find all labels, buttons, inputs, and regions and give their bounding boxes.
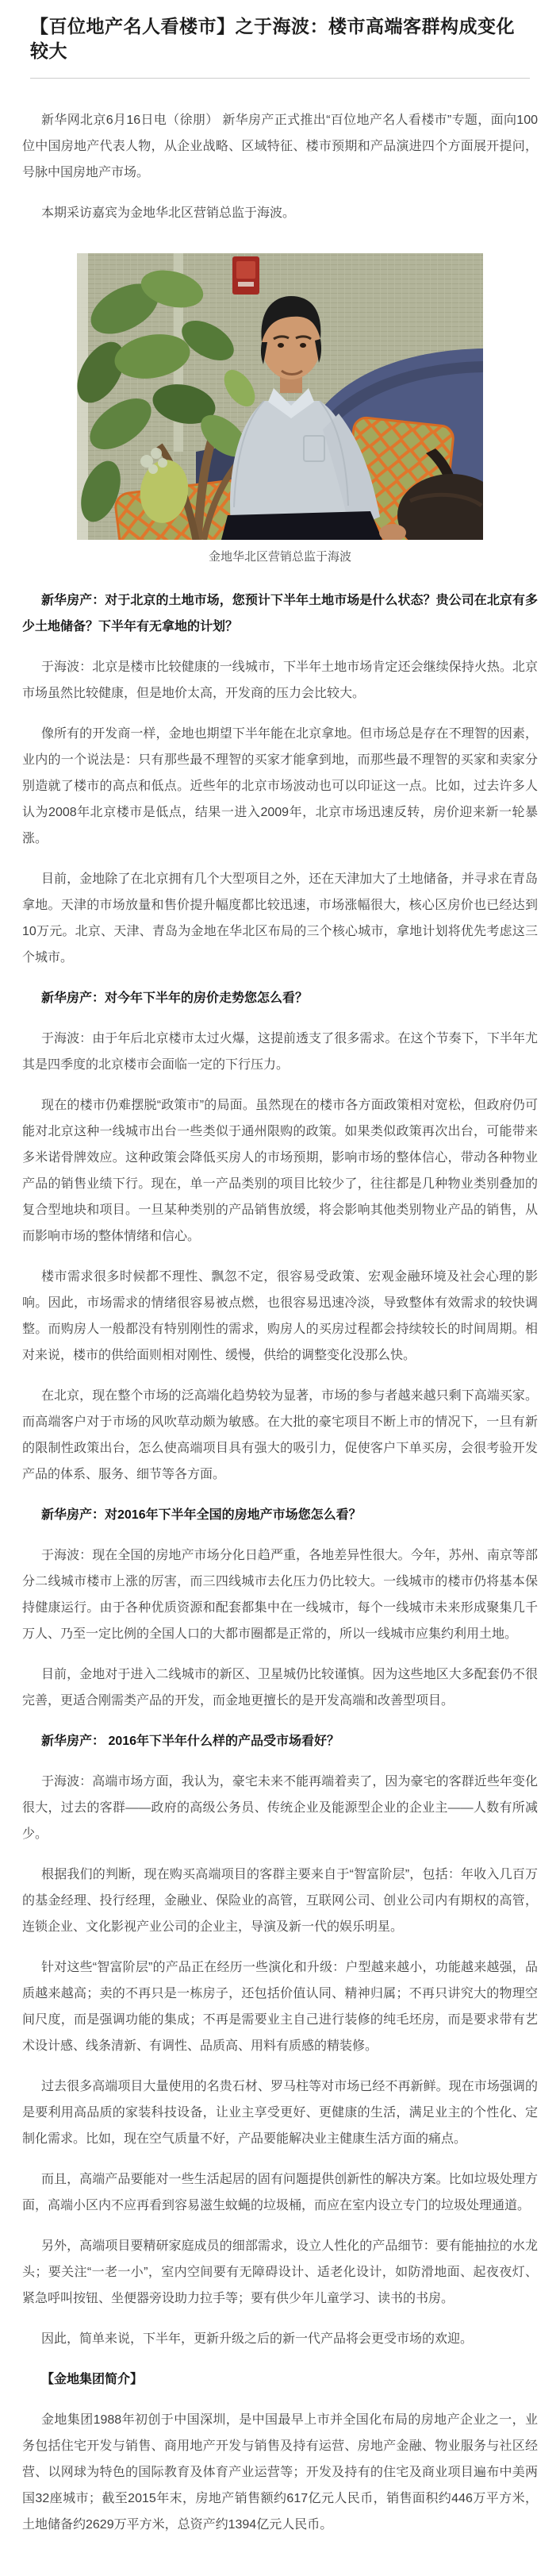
article-paragraph: 本期采访嘉宾为金地华北区营销总监于海波。 bbox=[41, 206, 296, 221]
article-header bbox=[0, 0, 560, 79]
fire-alarm bbox=[232, 256, 259, 295]
article-paragraph: 过去很多高端项目大量使用的名贵石材、罗马柱等对市场已经不再新鲜。现在市场强调的是要利用高品质的家装科技设备，让业主享受更好、更健康的生活，满足业主的个性化、定制化需求。比如，现在空气质量不好，产品要能解决业主健康生活方面的痛点。 bbox=[22, 2080, 538, 2147]
article-paragraph: 于海波：北京是楼市比较健康的一线城市，下半年土地市场肯定还会继续保持火热。北京市场虽然比较健康，但是地价太高，开发商的压力会比较大。 bbox=[22, 660, 538, 701]
interviewee-photo-illustration bbox=[77, 253, 483, 540]
interviewee-photo bbox=[77, 253, 483, 540]
photo-caption: 金地华北区营销总监于海波 bbox=[208, 550, 351, 564]
article-paragraph: 新华网北京6月16日电（徐朋） 新华房产正式推出“百位地产名人看楼市”专题，面向100位中国房地产代表人物，从企业战略、区域特征、楼市预期和产品演进四个方面展开提问，号脉中国房地产市场。 bbox=[22, 114, 538, 180]
title-divider bbox=[30, 78, 530, 79]
article-paragraph: 金地集团1988年初创于中国深圳，是中国最早上市并全国化布局的房地产企业之一，业务包括住宅开发与销售、商用地产开发与销售及持有运营、房地产金融、物业服务与社区经营、以网球为特色的国际教育及体育产业运营等；开发及持有的住宅及商业项目遍布中美两国32座城市；截至2015年末，房地产销售额约617亿元人民币，销售面积约446万平方米，土地储备约2629万平方米，总资产约1394亿元人民币。 bbox=[22, 2413, 538, 2532]
interview-question: 新华房产：对于北京的土地市场，您预计下半年土地市场是什么状态？贵公司在北京有多少土地储备？下半年有无拿地的计划？ bbox=[22, 594, 538, 634]
article-paragraph: 于海波：由于年后北京楼市太过火爆，这提前透支了很多需求。在这个节奏下，下半年尤其是四季度的北京楼市会面临一定的下行压力。 bbox=[22, 1032, 538, 1072]
article-paragraph: 于海波：高端市场方面，我认为，豪宅未来不能再端着卖了，因为豪宅的客群近些年变化很大，过去的客群——政府的高级公务员、传统企业及能源型企业的企业主——人数有所减少。 bbox=[22, 1775, 538, 1842]
article-paragraph: 因此，简单来说，下半年，更新升级之后的新一代产品将会更受市场的欢迎。 bbox=[41, 2332, 474, 2347]
article-paragraph: 另外，高端项目要精研家庭成员的细部需求，设立人性化的产品细节：要有能抽拉的水龙头；要关注“一老一小”，室内空间要有无障碍设计、适老化设计，如防滑地面、起夜夜灯、紧急呼叫按钮、坐便器旁设助力拉手等；要有供少年儿童学习、读书的书房。 bbox=[22, 2239, 538, 2306]
article-paragraph: 于海波：现在全国的房地产市场分化日趋严重，各地差异性很大。今年，苏州、南京等部分二线城市楼市上涨的厉害，而三四线城市去化压力仍比较大。一线城市的楼市仍将基本保持健康运行。由于各种优质资源和配套都集中在一线城市，每个一线城市未来形成聚集几千万人、乃至一定比例的全国人口的大都市圈都是正常的，所以一线城市应集约利用土地。 bbox=[22, 1549, 538, 1642]
article-paragraph: 目前，金地除了在北京拥有几个大型项目之外，还在天津加大了土地储备，并寻求在青岛拿地。天津的市场放量和售价提升幅度都比较迅速，市场涨幅很大，核心区房价也已经达到10万元。北京、天津、青岛为金地在华北区布局的三个核心城市，拿地计划将优先考虑这三个城市。 bbox=[22, 872, 538, 965]
page-title: 【百位地产名人看楼市】之于海波：楼市高端客群构成变化较大 bbox=[30, 17, 515, 62]
article-paragraph: 而且，高端产品要能对一些生活起居的固有问题提供创新性的解决方案。比如垃圾处理方面，高端小区内不应再看到容易滋生蚊蝇的垃圾桶，而应在室内设立专门的垃圾处理通道。 bbox=[22, 2173, 538, 2213]
article-paragraph: 针对这些“智富阶层”的产品正在经历一些演化和升级：户型越来越小，功能越来越强，品质越来越高；卖的不再只是一栋房子，还包括价值认同、精神归属；不再只讲究大的物理空间尺度，而是强调功能的集成；不再是需要业主自己进行装修的纯毛坯房，而是要求带有艺术设计感、线条清新、有调性、品质高、用料有质感的精装修。 bbox=[22, 1961, 538, 2054]
interview-question: 新华房产：对今年下半年的房价走势您怎么看？ bbox=[41, 992, 309, 1006]
article-paragraph: 现在的楼市仍难摆脱“政策市”的局面。虽然现在的楼市各方面政策相对宽松，但政府仍可能对北京这种一线城市出台一些类似于通州限购的政策。如果类似政策再次出台，可能带来多米诺骨牌效应。这种政策会降低买房人的市场预期，影响市场的整体信心，带动各种物业产品的销售业绩下行。现在，单一产品类别的项目比较少了，往往都是几种物业类别叠加的复合型地块和项目。一旦某种类别的产品销售放缓，将会影响其他类别物业产品的销售，从而影响市场的整体情绪和信心。 bbox=[22, 1099, 538, 1244]
article-body bbox=[0, 85, 560, 2576]
article-paragraph: 在北京，现在整个市场的泛高端化趋势较为显著，市场的参与者越来越只剩下高端买家。而高端客户对于市场的风吹草动颇为敏感。在大批的豪宅项目不断上市的情况下，一旦有新的限制性政策出台，怎么使高端项目具有强大的吸引力，促使客户下单买房，会很考验开发产品的体系、服务、细节等各方面。 bbox=[22, 1389, 538, 1482]
interview-question: 新华房产： 2016年下半年什么样的产品受市场看好？ bbox=[41, 1735, 340, 1749]
article-paragraph: 楼市需求很多时候都不理性、飘忽不定，很容易受政策、宏观金融环境及社会心理的影响。因此，市场需求的情绪很容易被点燃，也很容易迅速冷淡，导致整体有效需求的较快调整。而购房人一般都没有特别刚性的需求，购房人的买房过程都会持续较长的时间周期。相对来说，楼市的供给面则相对刚性、缓慢，供给的调整变化没那么快。 bbox=[22, 1270, 538, 1363]
section-heading: 【金地集团简介】 bbox=[41, 2373, 144, 2387]
article-paragraph: 根据我们的判断，现在购买高端项目的客群主要来自于“智富阶层”，包括：年收入几百万的基金经理、投行经理，金融业、保险业的高管，互联网公司、创业公司内有期权的高管，连锁企业、文化影视产业公司的企业主，导演及新一代的娱乐明星。 bbox=[22, 1868, 538, 1935]
article-paragraph: 目前，金地对于进入二线城市的新区、卫星城仍比较谨慎。因为这些地区大多配套仍不很完善，更适合刚需类产品的开发，而金地更擅长的是开发高端和改善型项目。 bbox=[22, 1668, 538, 1708]
interview-question: 新华房产：对2016年下半年全国的房地产市场您怎么看？ bbox=[41, 1508, 362, 1523]
article-paragraph: 像所有的开发商一样，金地也期望下半年能在北京拿地。但市场总是存在不理智的因素，业内的一个说法是：只有那些最不理智的买家才能拿到地，而那些最不理智的买家和卖家分别造就了楼市的高点和低点。近些年的北京市场波动也可以印证这一点。比如，过去许多人认为2008年北京楼市是低点，结果一进入2009年，北京市场迅速反转，房价迎来新一轮暴涨。 bbox=[22, 727, 538, 846]
